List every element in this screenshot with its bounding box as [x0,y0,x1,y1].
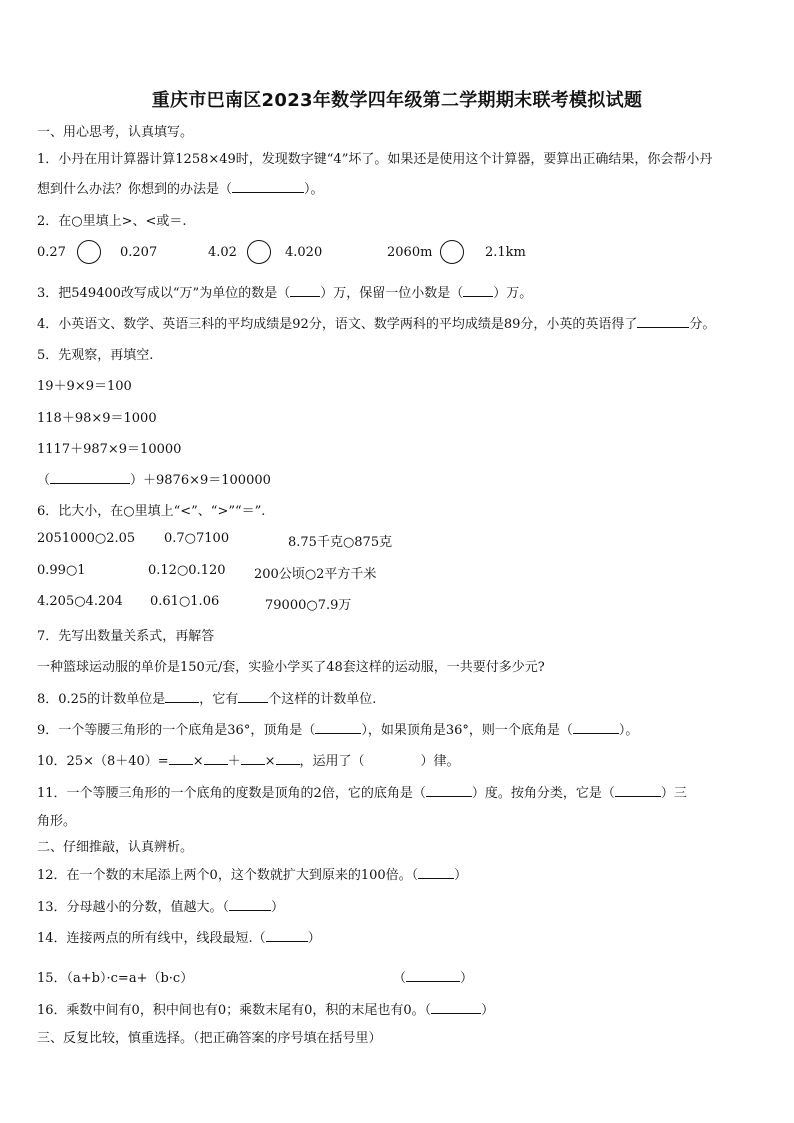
compare-item: 4.205○4.204 [37,594,123,609]
compare-item: 2051000○2.05 [37,531,136,546]
compare-item: 8.75千克○875克 [288,535,393,550]
section-heading-3: 三、反复比较，慎重选择。（把正确答案的序号填在括号里） [37,1031,382,1046]
compare-left-value: 0.27 [37,245,66,260]
question-5: 5．先观察，再填空. [37,348,154,363]
question-11: 11．一个等腰三角形的一个底角的度数是顶角的2倍，它的底角是（ ）度。按角分类，它是（ ）三 [37,782,687,801]
compare-left-value: 4.02 [208,245,237,260]
question-8: 8．0.25的计数单位是 ，它有 个这样的计数单位. [37,688,376,707]
question-15: 15．（a+b）·c=a+（b·c） [37,971,194,986]
answer-blank[interactable] [276,751,300,765]
section-heading-2: 二、仔细推敲，认真辨析。 [37,840,194,855]
pattern-line: 1117＋987×9＝10000 [37,442,182,457]
question-16: 16．乘数中间有0，积中间也有0；乘数末尾有0，积的末尾也有0。（ ） [37,999,494,1018]
compare-circle[interactable] [77,240,101,264]
answer-blank[interactable] [573,720,619,734]
answer-blank[interactable] [165,689,199,703]
answer-blank[interactable] [266,928,308,942]
compare-right-value: 0.207 [120,245,158,260]
question-14: 14．连接两点的所有线中，线段最短.（ ） [37,927,321,946]
question-1-line-2: 想到什么办法？你想到的办法是（ ）。 [37,178,324,197]
answer-blank[interactable] [418,865,454,879]
question-11-line-2: 角形。 [37,814,77,829]
pattern-line: 118＋98×9＝1000 [37,411,157,426]
answer-blank[interactable] [169,751,193,765]
question-9: 9．一个等腰三角形的一个底角是36°，顶角是（ ），如果顶角是36°，则一个底角是（ ）。 [37,719,638,738]
compare-item: 200公顷○2平方千米 [254,567,377,582]
compare-left-value: 2060m [387,245,433,260]
answer-blank[interactable] [637,314,689,328]
answer-blank[interactable] [431,1000,481,1014]
question-6: 6．比大小，在○里填上“<”、“>”“＝”. [37,504,266,519]
pattern-line: 19＋9×9＝100 [37,379,132,394]
answer-blank[interactable] [406,968,460,982]
compare-item: 79000○7.9万 [265,598,352,613]
compare-item: 0.61○1.06 [150,594,220,609]
compare-right-value: 4.020 [285,245,323,260]
section-heading-1: 一、用心思考，认真填写。 [37,125,194,140]
answer-blank[interactable] [204,751,228,765]
answer-blank[interactable] [238,689,268,703]
answer-blank[interactable] [615,783,661,797]
answer-blank[interactable] [463,283,493,297]
question-3: 3．把549400改写成以“万”为单位的数是（ ）万，保留一位小数是（ ）万。 [37,282,532,301]
answer-blank[interactable] [229,897,271,911]
pattern-line-blank: （ ）＋9876×9＝100000 [37,469,271,488]
question-13: 13．分母越小的分数，值越大。（ ） [37,896,284,915]
compare-item: 0.12○0.120 [148,563,226,578]
answer-blank[interactable] [315,720,361,734]
compare-item: 0.99○1 [37,563,86,578]
compare-item: 0.7○7100 [164,531,230,546]
compare-right-value: 2.1km [485,245,526,260]
question-12: 12．在一个数的末尾添上两个0，这个数就扩大到原来的100倍。（ ） [37,864,467,883]
answer-blank[interactable] [426,783,472,797]
compare-circle[interactable] [247,240,271,264]
question-4: 4．小英语文、数学、英语三科的平均成绩是92分，语文、数学两科的平均成绩是89分，小英的英语得了 分。 [37,313,715,332]
answer-blank[interactable] [290,283,320,297]
answer-blank[interactable] [50,470,130,484]
question-10: 10．25×（8＋40）= × ＋ × ，运用了（ ）律。 [37,750,460,769]
page-title: 重庆市巴南区2023年数学四年级第二学期期末联考模拟试题 [151,90,643,111]
question-7: 7．先写出数量关系式，再解答 [37,629,215,644]
question-15-answer: （ ） [393,967,473,986]
answer-blank[interactable] [232,179,304,193]
question-2: 2．在○里填上>、<或＝. [37,214,187,229]
answer-blank[interactable] [241,751,265,765]
question-7-body: 一种篮球运动服的单价是150元/套，实验小学买了48套这样的运动服，一共要付多少元? [37,660,545,675]
question-1: 1．小丹在用计算器计算1258×49时，发现数字键“4”坏了。如果还是使用这个计算器，要算出正确结果，你会帮小丹 [37,152,713,167]
compare-circle[interactable] [440,240,464,264]
